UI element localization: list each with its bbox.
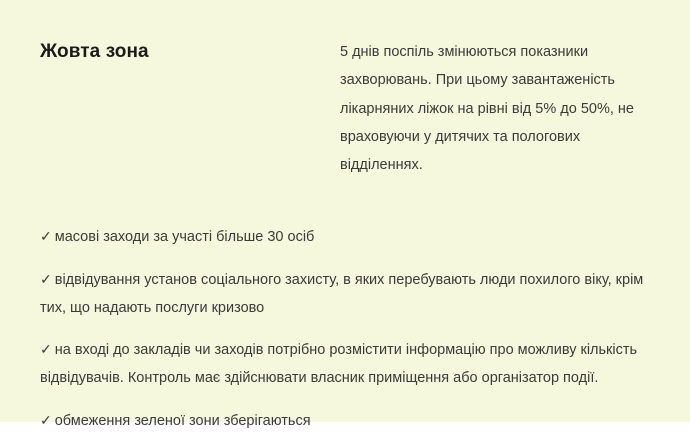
page-title: Жовта зона [40,41,149,62]
card-header-row [40,38,650,179]
list-item-label: на вході до закладів чи заходів потрібно розмістити інформацію про можливу кількість відвідувачів. Контроль має здійснювати власник приміщення або організатор події. [40,342,638,387]
check-icon: ✓ [40,411,52,428]
list-item-label: відвідування установ соціального захисту, в яких перебувають люди похилого віку, крім тих, що надають послуги кризово [40,271,644,316]
list-item-label: обмеження зеленої зони зберігаються [54,412,311,429]
check-icon: ✓ [40,228,52,245]
zone-summary-text: 5 днів поспіль змінюються показники захворювань. При цьому завантаженість лікарняних ліжок на рівні від 5% до 50%, не враховуючи у дитячих та пологових відділеннях. [340,44,634,174]
check-icon: ✓ [40,270,52,287]
list-item [40,223,650,251]
list-item-label: масові заходи за участі більше 30 осіб [54,229,315,246]
list-item [40,407,650,435]
list-item [40,266,650,323]
list-item [40,336,650,393]
restrictions-list [40,223,650,435]
check-icon: ✓ [40,341,52,358]
